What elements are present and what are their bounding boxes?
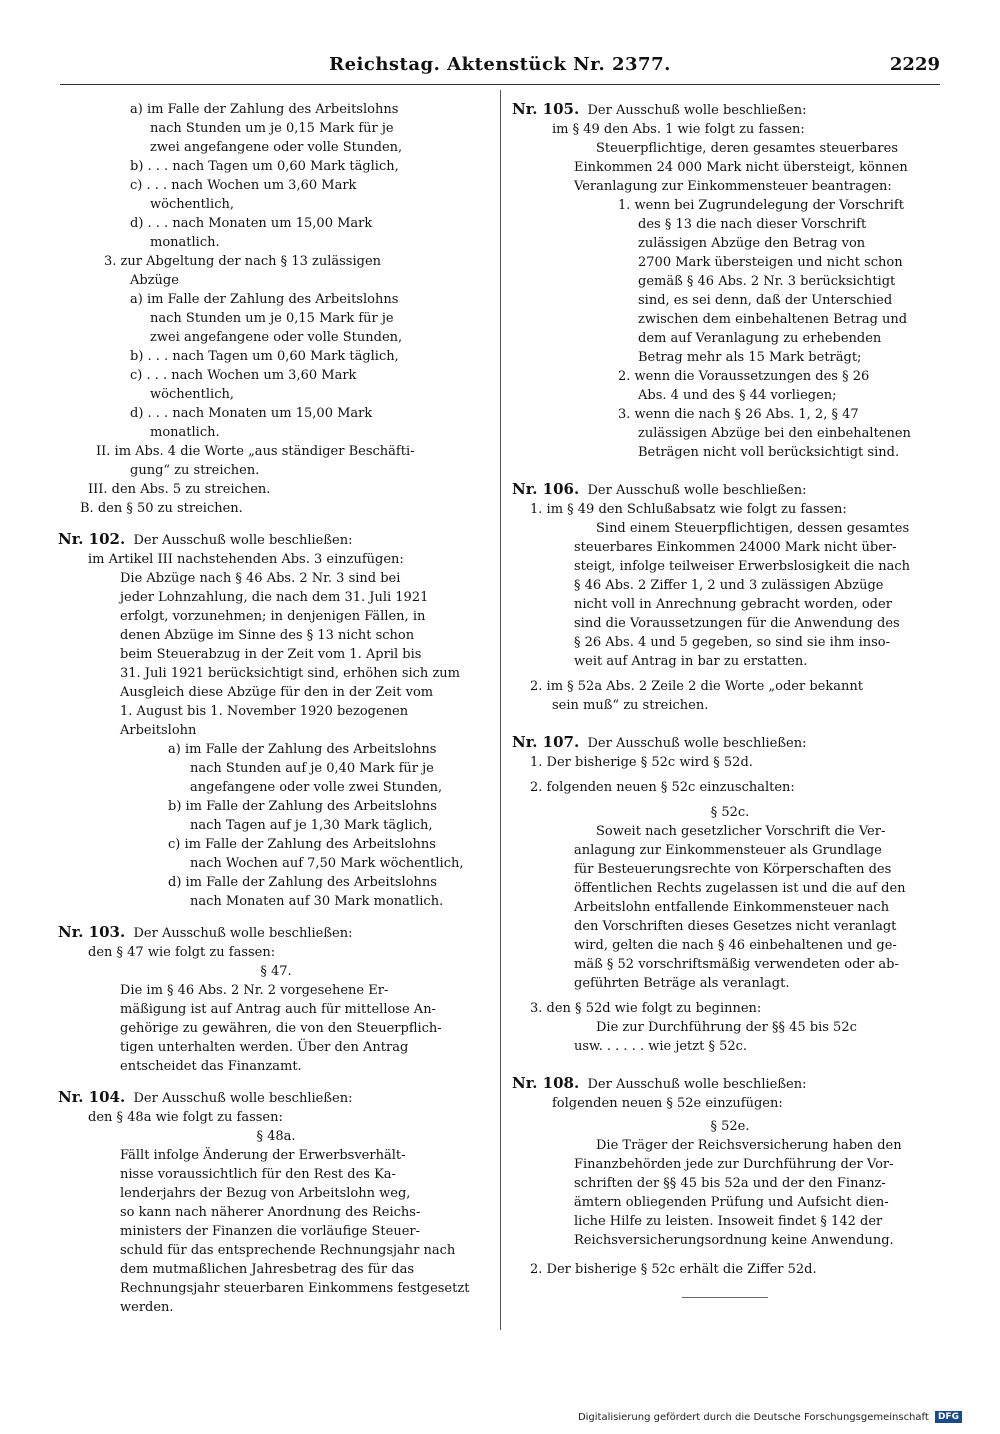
text-line: sein muß“ zu streichen. <box>552 698 709 713</box>
section-nr-107 <box>512 733 948 1056</box>
text-line: Finanzbehörden jede zur Durchführung der Vor- <box>574 1157 894 1172</box>
text-line: liche Hilfe zu leisten. Insoweit findet § 142 der <box>574 1214 883 1229</box>
text-line: wöchentlich, <box>150 197 234 212</box>
text-line: angefangene oder volle zwei Stunden, <box>190 780 443 795</box>
text-line: Betrag mehr als 15 Mark beträgt; <box>638 350 862 365</box>
text-line: d) . . . nach Monaten um 15,00 Mark <box>130 406 373 421</box>
text-line: § 26 Abs. 4 und 5 gegeben, so sind sie ihm inso- <box>574 635 890 650</box>
text-line: a) im Falle der Zahlung des Arbeitslohns <box>168 742 437 757</box>
text-line: monatlich. <box>150 235 220 250</box>
section-label: Nr. 106. <box>512 480 580 498</box>
text-line: a) im Falle der Zahlung des Arbeitslohns <box>130 102 399 117</box>
text-line: c) . . . nach Wochen um 3,60 Mark <box>130 178 357 193</box>
section-intro: Der Ausschuß wolle beschließen: <box>133 926 353 941</box>
paragraph-heading: § 52e. <box>710 1119 750 1134</box>
text-line: 2. folgenden neuen § 52c einzuschalten: <box>530 780 795 795</box>
text-line: nach Stunden um je 0,15 Mark für je <box>150 121 394 136</box>
text-line: b) . . . nach Tagen um 0,60 Mark täglich, <box>130 159 399 174</box>
text-line: steigt, infolge teilweiser Erwerbslosigkeit die nach <box>574 559 910 574</box>
text-line: a) im Falle der Zahlung des Arbeitslohns <box>130 292 399 307</box>
section-nr-103 <box>58 923 494 1076</box>
text-line: 3. den § 52d wie folgt zu beginnen: <box>530 1001 762 1016</box>
text-line: Reichsversicherungsordnung keine Anwendung. <box>574 1233 894 1248</box>
text-line: folgenden neuen § 52e einzufügen: <box>552 1096 783 1111</box>
section-intro: Der Ausschuß wolle beschließen: <box>587 103 807 118</box>
text-line: für Besteuerungsrechte von Körperschaften des <box>574 862 892 877</box>
text-line: Einkommen 24 000 Mark nicht übersteigt, können <box>574 160 908 175</box>
text-line: nach Monaten auf 30 Mark monatlich. <box>190 894 444 909</box>
section-nr-105 <box>512 100 948 462</box>
text-line: Sind einem Steuerpflichtigen, dessen gesamtes <box>596 521 910 536</box>
text-line: wöchentlich, <box>150 387 234 402</box>
text-line: B. den § 50 zu streichen. <box>80 501 243 516</box>
text-line: dem mutmaßlichen Jahresbetrag des für das <box>120 1262 414 1277</box>
text-line: denen Abzüge im Sinne des § 13 nicht schon <box>120 628 415 643</box>
text-line: mäßigung ist auf Antrag auch für mittellose An- <box>120 1002 436 1017</box>
column-divider <box>500 90 501 1330</box>
text-line: 2. Der bisherige § 52c erhält die Ziffer 52d. <box>530 1262 817 1277</box>
footer-text: Digitalisierung gefördert durch die Deutsche Forschungsgemeinschaft <box>577 1412 929 1423</box>
text-line: monatlich. <box>150 425 220 440</box>
paragraph-heading: § 52c. <box>710 805 750 820</box>
text-line: zulässigen Abzüge bei den einbehaltenen <box>638 426 911 441</box>
text-line: steuerbares Einkommen 24000 Mark nicht über- <box>574 540 897 555</box>
text-line: schuld für das entsprechende Rechnungsjahr nach <box>120 1243 456 1258</box>
text-line: den Vorschriften dieses Gesetzes nicht veranlagt <box>574 919 897 934</box>
text-line: mäß § 52 vorschriftsmäßig verwendeten oder ab- <box>574 957 899 972</box>
section-intro: Der Ausschuß wolle beschließen: <box>587 736 807 751</box>
text-line: 1. im § 49 den Schlußabsatz wie folgt zu fassen: <box>530 502 847 517</box>
text-line: nicht voll in Anrechnung gebracht worden, oder <box>574 597 892 612</box>
section-intro: Der Ausschuß wolle beschließen: <box>133 1091 353 1106</box>
text-line: gemäß § 46 Abs. 2 Nr. 3 berücksichtigt <box>638 274 896 289</box>
text-line: c) . . . nach Wochen um 3,60 Mark <box>130 368 357 383</box>
section-intro: Der Ausschuß wolle beschließen: <box>133 533 353 548</box>
text-line: ämtern obliegenden Prüfung und Aufsicht dien- <box>574 1195 889 1210</box>
text-line: tigen unterhalten werden. Über den Antrag <box>120 1040 409 1055</box>
text-line: sind, es sei denn, daß der Unterschied <box>638 293 893 308</box>
text-line: zulässigen Abzüge den Betrag von <box>638 236 866 251</box>
text-line: Soweit nach gesetzlicher Vorschrift die Ver- <box>596 824 886 839</box>
text-line: 2. im § 52a Abs. 2 Zeile 2 die Worte „oder bekannt <box>530 679 863 694</box>
text-line: Abs. 4 und des § 44 vorliegen; <box>638 388 837 403</box>
text-line: dem auf Veranlagung zu erhebenden <box>638 331 882 346</box>
text-line: Die Abzüge nach § 46 Abs. 2 Nr. 3 sind bei <box>120 571 401 586</box>
text-line: Fällt infolge Änderung der Erwerbsverhält- <box>120 1148 406 1163</box>
text-line: des § 13 die nach dieser Vorschrift <box>638 217 867 232</box>
text-line: Abzüge <box>130 273 179 288</box>
text-line: Steuerpflichtige, deren gesamtes steuerbares <box>596 141 899 156</box>
section-label: Nr. 105. <box>512 100 580 118</box>
text-line: d) im Falle der Zahlung des Arbeitslohns <box>168 875 437 890</box>
footer <box>578 1411 962 1423</box>
text-line: schriften der §§ 45 bis 52a und der den Finanz- <box>574 1176 886 1191</box>
text-line: zwischen dem einbehaltenen Betrag und <box>638 312 908 327</box>
section-intro: Der Ausschuß wolle beschließen: <box>587 483 807 498</box>
text-line: 1. Der bisherige § 52c wird § 52d. <box>530 755 753 770</box>
text-line: Veranlagung zur Einkommensteuer beantragen: <box>574 179 892 194</box>
text-line: b) . . . nach Tagen um 0,60 Mark täglich, <box>130 349 399 364</box>
text-line: zwei angefangene oder volle Stunden, <box>150 140 403 155</box>
section-label: Nr. 104. <box>58 1088 126 1106</box>
text-line: wird, gelten die nach § 46 einbehaltenen und ge- <box>574 938 897 953</box>
section-nr-102 <box>58 530 494 911</box>
text-line: ministers der Finanzen die vorläufige Steuer- <box>120 1224 420 1239</box>
text-line: öffentlichen Rechts zugelassen ist und die auf den <box>574 881 906 896</box>
section-label: Nr. 108. <box>512 1074 580 1092</box>
text-line: 2. wenn die Voraussetzungen des § 26 <box>618 369 870 384</box>
text-line: nach Stunden um je 0,15 Mark für je <box>150 311 394 326</box>
text-line: gung“ zu streichen. <box>130 463 260 478</box>
text-line: 31. Juli 1921 berücksichtigt sind, erhöhen sich zum <box>120 666 460 681</box>
left-column <box>58 100 494 1317</box>
text-line: Die Träger der Reichsversicherung haben den <box>596 1138 902 1153</box>
section-nr-108 <box>512 1074 948 1279</box>
text-line: Die im § 46 Abs. 2 Nr. 2 vorgesehene Er- <box>120 983 389 998</box>
section-intro: Der Ausschuß wolle beschließen: <box>587 1077 807 1092</box>
text-line: im § 49 den Abs. 1 wie folgt zu fassen: <box>552 122 805 137</box>
text-line: beim Steuerabzug in der Zeit vom 1. April bis <box>120 647 422 662</box>
text-line: Rechnungsjahr steuerbaren Einkommens festgesetzt <box>120 1281 470 1296</box>
text-line: nach Stunden auf je 0,40 Mark für je <box>190 761 434 776</box>
text-line: 2700 Mark übersteigen und nicht schon <box>638 255 903 270</box>
section-nr-106 <box>512 480 948 715</box>
text-line: nach Wochen auf 7,50 Mark wöchentlich, <box>190 856 464 871</box>
page-number: 2229 <box>889 54 940 75</box>
text-line: § 46 Abs. 2 Ziffer 1, 2 und 3 zulässigen Abzüge <box>574 578 884 593</box>
text-line: Die zur Durchführung der §§ 45 bis 52c <box>596 1020 857 1035</box>
text-line: zwei angefangene oder volle Stunden, <box>150 330 403 345</box>
page-header <box>60 54 940 84</box>
text-line: 1. August bis 1. November 1920 bezogenen <box>120 704 409 719</box>
text-line: b) im Falle der Zahlung des Arbeitslohns <box>168 799 437 814</box>
text-line: III. den Abs. 5 zu streichen. <box>88 482 271 497</box>
text-line: lenderjahrs der Bezug von Arbeitslohn weg, <box>120 1186 411 1201</box>
text-line: den § 47 wie folgt zu fassen: <box>88 945 276 960</box>
text-line: d) . . . nach Monaten um 15,00 Mark <box>130 216 373 231</box>
paragraph-heading: § 47. <box>260 964 292 979</box>
section-label: Nr. 107. <box>512 733 580 751</box>
text-line: anlagung zur Einkommensteuer als Grundlage <box>574 843 882 858</box>
text-line: weit auf Antrag in bar zu erstatten. <box>574 654 808 669</box>
header-rule <box>60 84 940 85</box>
text-line: Beträgen nicht voll berücksichtigt sind. <box>638 445 900 460</box>
text-line: 3. wenn die nach § 26 Abs. 1, 2, § 47 <box>618 407 859 422</box>
text-line: 1. wenn bei Zugrundelegung der Vorschrift <box>618 198 904 213</box>
text-line: gehörige zu gewähren, die von den Steuerpflich- <box>120 1021 442 1036</box>
closing-rule <box>682 1297 768 1298</box>
section-label: Nr. 102. <box>58 530 126 548</box>
text-line: jeder Lohnzahlung, die nach dem 31. Juli 1921 <box>120 590 429 605</box>
text-line: sind die Voraussetzungen für die Anwendung des <box>574 616 900 631</box>
right-column <box>512 100 948 1279</box>
text-line: Arbeitslohn entfallende Einkommensteuer nach <box>574 900 890 915</box>
text-line: erfolgt, vorzunehmen; in denjenigen Fällen, in <box>120 609 426 624</box>
section-nr-104 <box>58 1088 494 1317</box>
text-line: den § 48a wie folgt zu fassen: <box>88 1110 283 1125</box>
text-line: im Artikel III nachstehenden Abs. 3 einzufügen: <box>88 552 404 567</box>
text-line: geführten Beträge als veranlagt. <box>574 976 790 991</box>
text-line: nach Tagen auf je 1,30 Mark täglich, <box>190 818 433 833</box>
text-line: so kann nach näherer Anordnung des Reichs- <box>120 1205 421 1220</box>
dfg-logo: DFG <box>935 1411 962 1423</box>
text-line: Arbeitslohn <box>120 723 197 738</box>
header-title: Reichstag. Aktenstück Nr. 2377. <box>329 54 671 75</box>
text-line: werden. <box>120 1300 174 1315</box>
text-line: 3. zur Abgeltung der nach § 13 zulässigen <box>104 254 382 269</box>
text-line: II. im Abs. 4 die Worte „aus ständiger Beschäfti- <box>96 444 415 459</box>
text-line: usw. . . . . . wie jetzt § 52c. <box>574 1039 748 1054</box>
text-line: c) im Falle der Zahlung des Arbeitslohns <box>168 837 436 852</box>
paragraph-heading: § 48a. <box>256 1129 296 1144</box>
section-label: Nr. 103. <box>58 923 126 941</box>
text-line: nisse voraussichtlich für den Rest des Ka- <box>120 1167 396 1182</box>
text-line: entscheidet das Finanzamt. <box>120 1059 302 1074</box>
text-line: Ausgleich diese Abzüge für den in der Zeit vom <box>120 685 434 700</box>
